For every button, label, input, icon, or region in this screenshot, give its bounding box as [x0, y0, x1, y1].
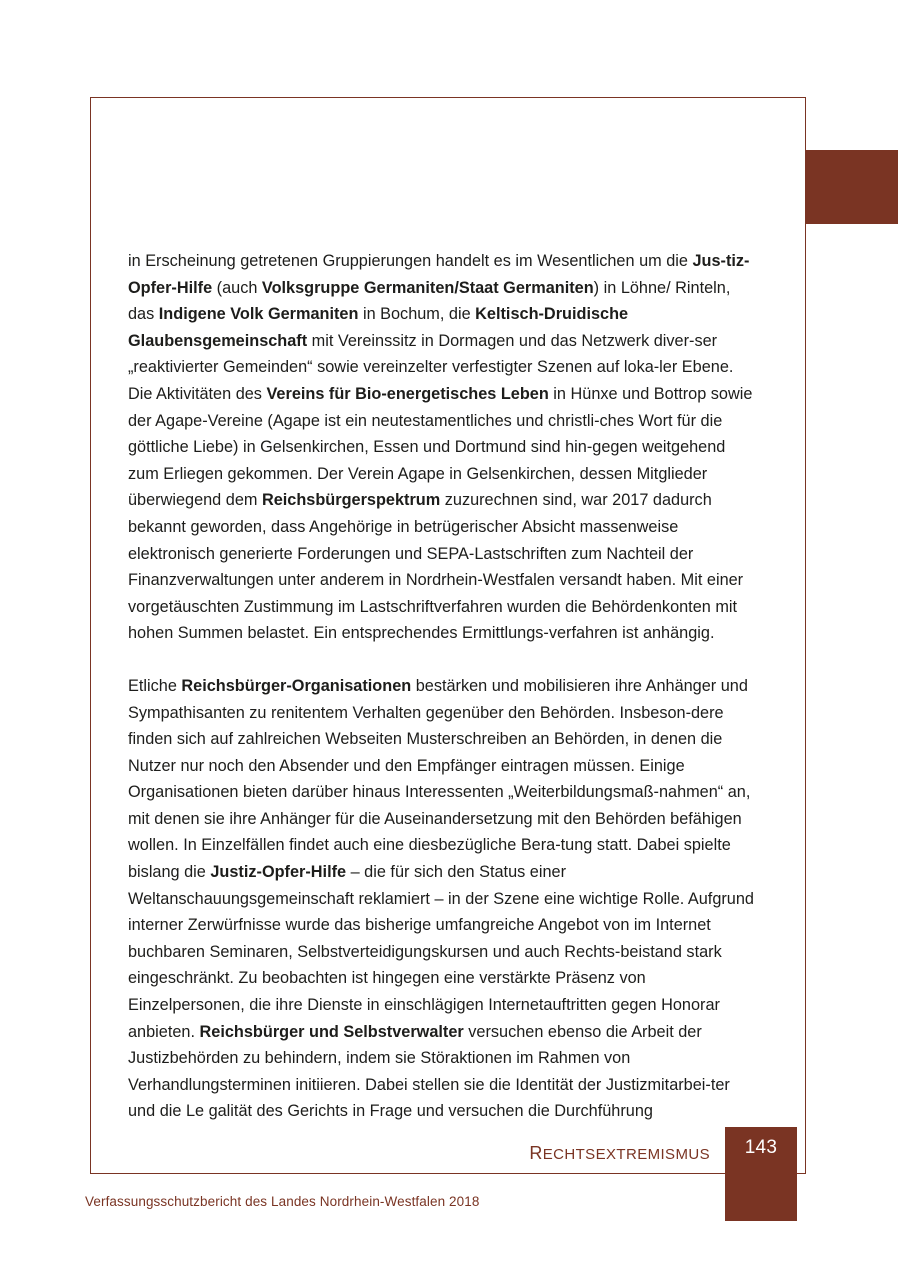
- page-number: 143: [744, 1137, 778, 1158]
- text-run: Etliche: [128, 676, 182, 695]
- text-run: versuchen ebenso die Arbeit der Justizbehörden zu behindern, indem sie Störaktionen im Rahmen von Verhandlungsterminen initiieren. Dabei stellen sie die Identität der Justizmitarbei-ter und die Le galität des Gerichts in Frage und versuchen die Durchführung: [128, 1022, 730, 1121]
- emphasis-term: Jus-tiz-Opfer-Hilfe: [128, 252, 750, 297]
- running-head-initial: R: [529, 1143, 543, 1163]
- emphasis-term: Justiz-Opfer-Hilfe: [210, 863, 347, 882]
- text-run: ) in Löhne/ Rinteln, das: [128, 278, 731, 324]
- text-run: in Erscheinung getretenen Gruppierungen handelt es im Wesentlichen um die: [128, 252, 693, 270]
- text-run: mit Vereinssitz in Dormagen und das Netzwerk diver-ser „reaktivierter Gemeinden“ sowie vereinzelter verfestigter Szenen auf loka-ler Ebene. Die Aktivitäten des: [128, 331, 734, 403]
- body-text: [128, 248, 758, 1125]
- text-run: (auch: [212, 278, 262, 297]
- emphasis-term: Vereins für Bio-energetisches Leben: [266, 384, 549, 403]
- decorative-corner-block: [806, 150, 898, 224]
- text-run: in Hünxe und Bottrop sowie der Agape-Vereine (Agape ist ein neutestamentliches und christli-ches Wort für die göttliche Liebe) in Gelsenkirchen, Essen und Dortmund sind hin-gegen weitgehend zum Erliegen gekommen. Der Verein Agape in Gelsenkirchen, dessen Mitglieder überwiegend dem: [128, 384, 753, 510]
- text-run: bestärken und mobilisieren ihre Anhänger und Sympathisanten zu renitentem Verhalten gegenüber den Behörden. Insbeson-dere finden sich auf zahlreichen Webseiten Musterschreiben an Behörden, in denen die Nutzer nur noch den Absender und den Empfänger eintragen müssen. Einige Organisationen bieten darüber hinaus Interessenten „Weiterbildungsmaß-nahmen“ an, mit denen sie ihre Anhänger für die Auseinandersetzung mit den Behörden befähigen wollen. In Einzelfällen findet auch eine diesbezügliche Bera-tung statt. Dabei spielte bislang die: [128, 676, 751, 882]
- paragraph: [128, 248, 758, 647]
- running-head-rest: ECHTSEXTREMISMUS: [542, 1146, 710, 1163]
- text-run: zuzurechnen sind, war 2017 dadurch bekannt geworden, dass Angehörige in betrügerischer Absicht massenweise elektronisch generierte Forderungen und SEPA-Lastschriften zum Nachteil der Finanzverwaltungen unter anderem in Nordrhein-Westfalen versandt haben. Mit einer vorgetäuschten Zustimmung im Lastschriftverfahren wurden die Behördenkonten mit hohen Summen belastet. Ein entsprechendes Ermittlungs-verfahren ist anhängig.: [128, 491, 744, 643]
- emphasis-term: Indigene Volk Germaniten: [158, 305, 359, 324]
- emphasis-term: Reichsbürger und Selbstverwalter: [199, 1022, 464, 1041]
- text-run: in Bochum, die: [358, 305, 476, 324]
- text-run: – die für sich den Status einer Weltanschauungsgemeinschaft reklamiert – in der Szene eine wichtige Rolle. Aufgrund interner Zerwürfnisse wurde das bisherige umfangreiche Angebot von im Internet buchbaren Seminaren, Selbstverteidigungskursen und auch Rechts-beistand stark eingeschränkt. Zu beobachten ist hingegen eine verstärkte Präsenz von Einzelpersonen, die ihre Dienste in einschlägigen Internetauftritten gegen Honorar anbieten.: [128, 863, 754, 1041]
- footer-text: Verfassungsschutzbericht des Landes Nordrhein-Westfalen 2018: [85, 1194, 480, 1209]
- emphasis-term: Volksgruppe Germaniten/Staat Germaniten: [261, 278, 594, 297]
- emphasis-term: Keltisch-Druidische Glaubensgemeinschaft: [128, 305, 629, 350]
- running-head: [380, 1143, 710, 1164]
- emphasis-term: Reichsbürgerspektrum: [261, 491, 441, 510]
- paragraph: [128, 673, 758, 1125]
- emphasis-term: Reichsbürger-Organisationen: [181, 676, 412, 695]
